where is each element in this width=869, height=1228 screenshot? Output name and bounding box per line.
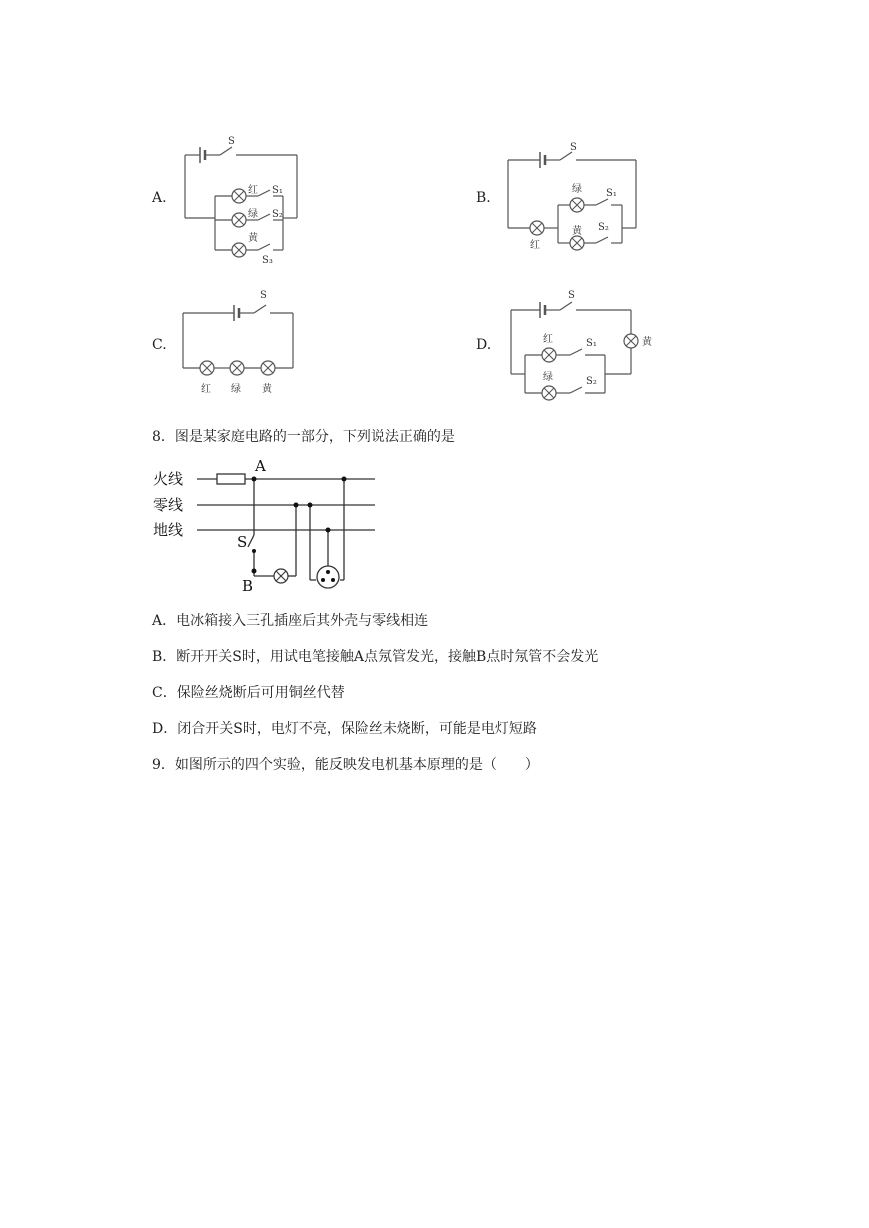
label-s1: S₁ xyxy=(586,338,597,349)
label-red: 红 xyxy=(543,334,553,345)
lamp-yellow-icon xyxy=(570,236,584,250)
q8-option-a: A．电冰箱接入三孔插座后其外壳与零线相连 xyxy=(152,613,429,629)
lamp-yellow-icon xyxy=(261,361,275,375)
label-s: S xyxy=(228,136,235,147)
point-a-label: A xyxy=(255,457,266,475)
label-s2: S₂ xyxy=(586,376,597,387)
lamp-green-icon xyxy=(570,198,584,212)
q8-household-circuit xyxy=(150,455,390,595)
switch-s-label: S xyxy=(237,533,248,551)
label-red: 红 xyxy=(201,384,211,395)
label-green: 绿 xyxy=(543,372,553,383)
q8-stem: 8．图是某家庭电路的一部分，下列说法正确的是 xyxy=(152,429,455,445)
q8-option-b: B．断开开关S时，用试电笔接触A点氖管发光，接触B点时氖管不会发光 xyxy=(152,649,599,665)
label-yellow: 黄 xyxy=(248,233,258,244)
lamp-yellow-icon xyxy=(232,243,246,257)
label-s2: S₂ xyxy=(272,209,283,220)
label-s3: S₃ xyxy=(262,255,273,266)
q7-option-b-letter: B. xyxy=(476,190,491,206)
circuit-c xyxy=(183,305,293,368)
circuit-d xyxy=(511,302,631,393)
label-green: 绿 xyxy=(248,209,258,220)
lamp-green-icon xyxy=(230,361,244,375)
label-s1: S₁ xyxy=(272,185,283,196)
lamp-red-icon xyxy=(200,361,214,375)
q8-option-d: D．闭合开关S时，电灯不亮，保险丝未烧断，可能是电灯短路 xyxy=(152,721,537,737)
lamp-green-icon xyxy=(232,213,246,227)
label-yellow: 黄 xyxy=(572,226,582,237)
q7-option-a-letter: A. xyxy=(152,190,167,206)
ground-wire-label: 地线 xyxy=(153,521,184,539)
lamp-red-icon xyxy=(530,221,544,235)
lamp-yellow-icon xyxy=(624,334,638,348)
label-s: S xyxy=(570,142,577,153)
label-red: 红 xyxy=(530,240,540,251)
q8-option-c: C．保险丝烧断后可用铜丝代替 xyxy=(152,685,345,701)
q7-option-c-letter: C. xyxy=(152,337,167,353)
label-green: 绿 xyxy=(572,184,582,195)
q9-stem: 9．如图所示的四个实验，能反映发电机基本原理的是（ ） xyxy=(152,757,539,773)
point-b-label: B xyxy=(242,577,254,595)
neutral-wire-label: 零线 xyxy=(153,496,184,514)
live-wire-label: 火线 xyxy=(153,470,184,488)
lamp-red-icon xyxy=(232,189,246,203)
label-yellow: 黄 xyxy=(642,337,652,348)
q7-option-d-letter: D. xyxy=(476,337,492,353)
label-s: S xyxy=(260,290,267,301)
three-hole-socket-icon xyxy=(317,566,339,588)
lamp-icon xyxy=(274,569,288,583)
label-red: 红 xyxy=(248,185,258,196)
label-green: 绿 xyxy=(231,384,241,395)
lamp-green-icon xyxy=(542,386,556,400)
q7-circuit-diagrams xyxy=(0,0,869,420)
label-s: S xyxy=(568,290,575,301)
label-s1: S₁ xyxy=(606,188,617,199)
label-yellow: 黄 xyxy=(262,384,272,395)
lamp-red-icon xyxy=(542,348,556,362)
label-s2: S₂ xyxy=(598,222,609,233)
